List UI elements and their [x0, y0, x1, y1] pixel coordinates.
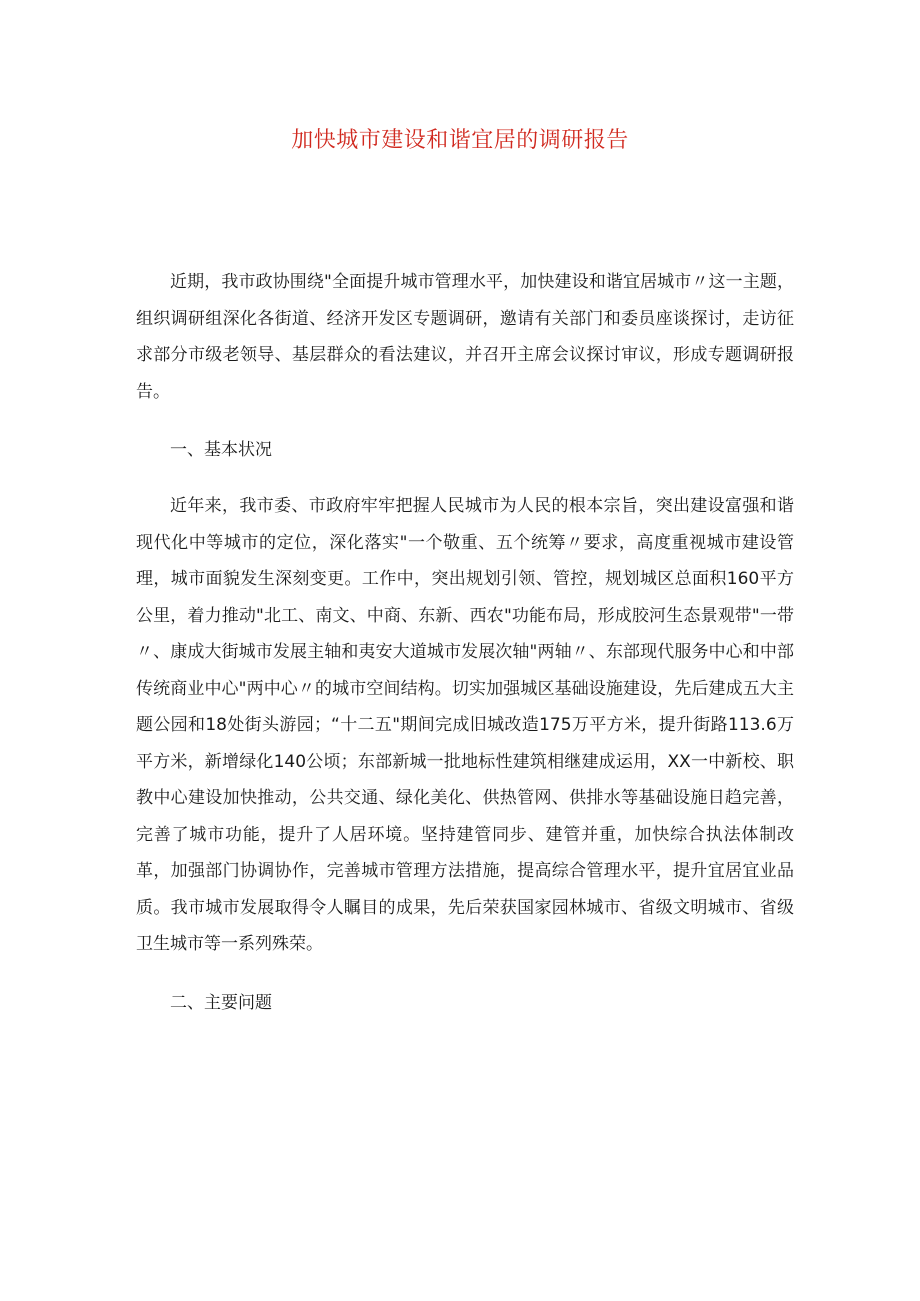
section-heading-basic-situation: 一、基本状况 — [170, 440, 272, 460]
section-heading-main-problems: 二、主要问题 — [170, 992, 272, 1013]
basic-situation-paragraph: 近年来，我市委、市政府牢牢把握人民城市为人民的根本宗旨，突出建设富强和谐现代化中等城市的定位，深化落实"一个敬重、五个统筹〃要求，高度重视城市建设管理，城市面貌发生深刻变更。工作中，突出规划引领、管控，规划城区总面积160平方公里，着力推动"北工、南文、中商、东新、西农"功能布局，形成胶河生态景观带"一带〃、康成大街城市发展主轴和夷安大道城市发展次轴"两轴〃、东部现代服务中心和中部传统商业中心"两中心〃的城市空间结构。切实加强城区基础设施建设，先后建成五大主题公园和18处街头游园；“十二五"期间完成旧城改造175万平方米，提升街路113.6万平方米，新增绿化140公顷；东部新城一批地标性建筑相继建成运用，XX一中新校、职教中心建设加快推动，公共交通、绿化美化、供热管网、供排水等基础设施日趋完善，完善了城市功能，提升了人居环境。坚持建管同步、建管并重，加快综合执法体制改革，加强部门协调协作，完善城市管理方法措施，提高综合管理水平，提升宜居宜业品质。我市城市发展取得令人瞩目的成果，先后荣获国家园林城市、省级文明城市、省级卫生城市等一系列殊荣。 — [136, 496, 794, 954]
document-title: 加快城市建设和谐宜居的调研报告 — [291, 128, 629, 153]
intro-paragraph: 近期，我市政协围绕"全面提升城市管理水平，加快建设和谐宜居城市〃这一主题，组织调研组深化各街道、经济开发区专题调研，邀请有关部门和委员座谈探讨，走访征求部分市级老领导、基层群众的看法建议，并召开主席会议探讨审议，形成专题调研报告。 — [136, 272, 794, 402]
document-body — [136, 264, 794, 1041]
